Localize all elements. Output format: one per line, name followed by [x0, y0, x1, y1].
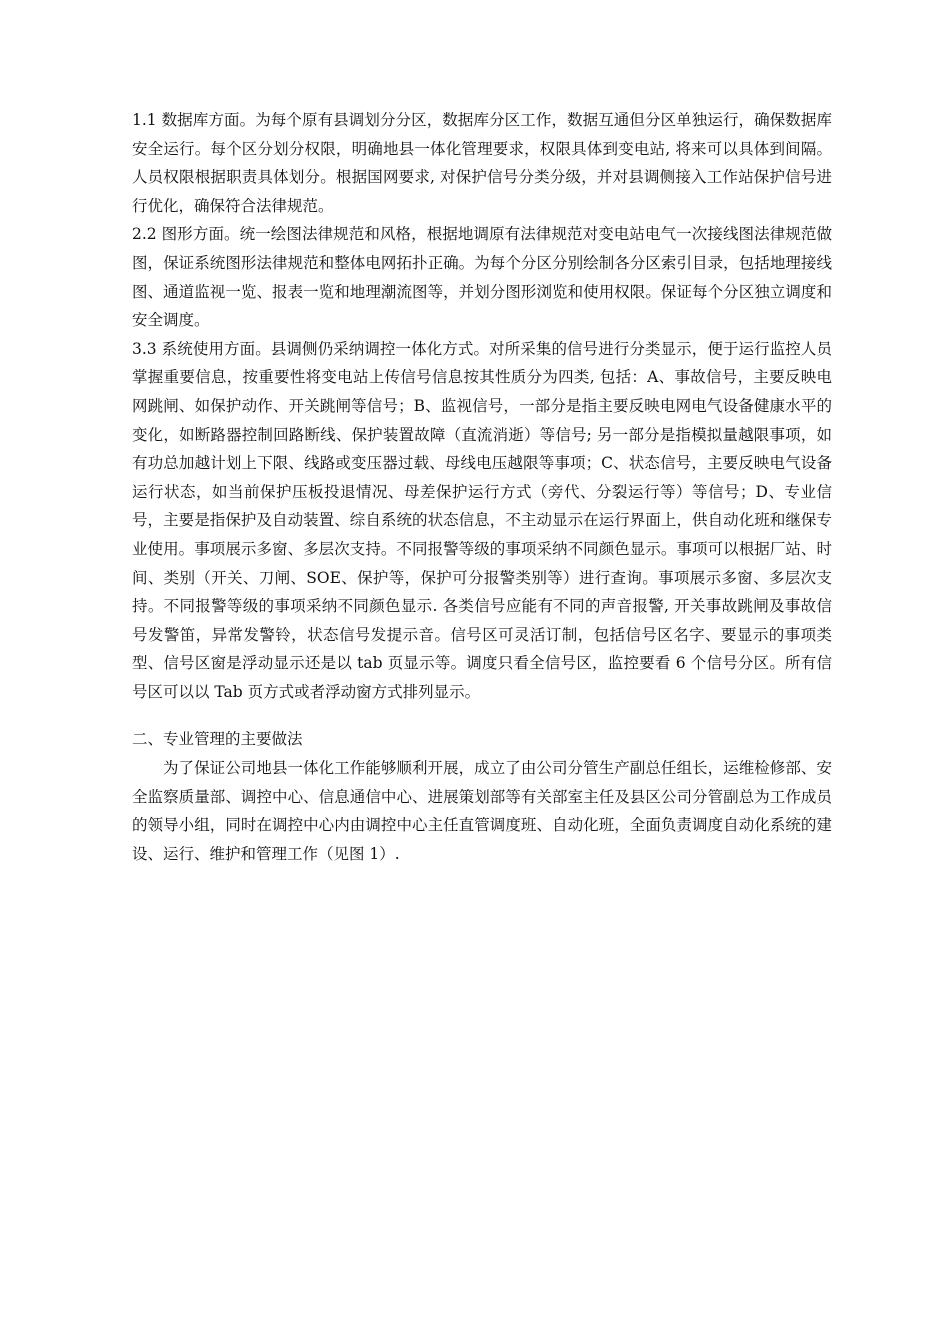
- section-heading-management: 二、专业管理的主要做法: [132, 730, 303, 749]
- paragraph-graphics: 2.2 图形方面。统一绘图法律规范和风格，根据地调原有法律规范对变电站电气一次接线图法律规范做图，保证系统图形法律规范和整体电网拓扑正确。为每个分区分别绘制各分区索引目录，包括地理接线图、通道监视一览、报表一览和地理潮流图等，并划分图形浏览和使用权限。保证每个分区独立调度和安全调度。: [132, 225, 832, 330]
- paragraph-database: 1.1 数据库方面。为每个原有县调划分分区，数据库分区工作，数据互通但分区单独运行，确保数据库安全运行。每个区分划分权限，明确地县一体化管理要求，权限具体到变电站, 将来可以具体到间隔。人员权限根据职责具体划分。根据国网要求, 对保护信号分类分级，并对县调侧接入工作站保护信号进行优化，确保符合法律规范。: [132, 111, 832, 215]
- paragraph-system-usage: 3.3 系统使用方面。县调侧仍采纳调控一体化方式。对所采集的信号进行分类显示，便于运行监控人员掌握重要信息，按重要性将变电站上传信号信息按其性质分为四类, 包括：A、事故信号，主要反映电网跳闸、如保护动作、开关跳闸等信号；B、监视信号，一部分是指主要反映电网电气设备健康水平的变化，如断路器控制回路断线、保护装置故障（直流消逝）等信号; 另一部分是指模拟量越限事项，如有功总加越计划上下限、线路或变压器过载、母线电压越限等事项；C、状态信号，主要反映电气设备运行状态，如当前保护压板投退情况、母差保护运行方式（旁代、分裂运行等）等信号；D、专业信号，主要是指保护及自动装置、综自系统的状态信息，不主动显示在运行界面上，供自动化班和继保专业使用。事项展示多窗、多层次支持。不同报警等级的事项采纳不同颜色显示。事项可以根据厂站、时间、类别（开关、刀闸、SOE、保护等，保护可分报警类别等）进行查询。事项展示多窗、多层次支持。不同报警等级的事项采纳不同颜色显示. 各类信号应能有不同的声音报警, 开关事故跳闸及事故信号发警笛，异常发警铃，状态信号发提示音。信号区可灵活订制，包括信号区名字、要显示的事项类型、信号区窗是浮动显示还是以 tab 页显示等。调度只看全信号区，监控要看 6 个信号分区。所有信号区可以以 Tab 页方式或者浮动窗方式排列显示。: [132, 339, 832, 701]
- paragraph-management-body: 为了保证公司地县一体化工作能够顺利开展，成立了由公司分管生产副总任组长，运维检修部、安全监察质量部、调控中心、信息通信中心、进展策划部等有关部室主任及县区公司分管副总为工作成员的领导小组，同时在调控中心内由调控中心主任直管调度班、自动化班，全面负责调度自动化系统的建设、运行、维护和管理工作（见图 1）.: [132, 759, 832, 863]
- document-body: [132, 106, 832, 868]
